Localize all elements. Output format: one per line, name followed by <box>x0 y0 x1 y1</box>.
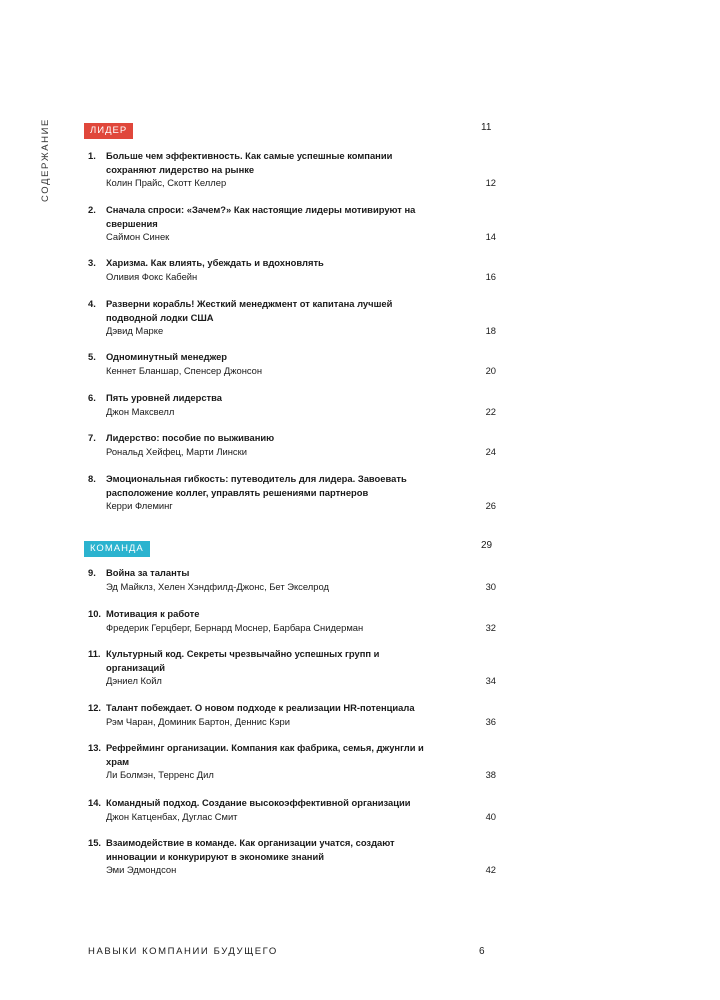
entry-title: Командный подход. Создание высокоэффективной организации <box>106 797 411 808</box>
entry-number: 15. <box>88 837 102 848</box>
entry-title: Пять уровней лидерства <box>106 392 222 403</box>
entry-number: 4. <box>88 298 96 309</box>
entry-title: Больше чем эффективность. Как самые успешные компании сохраняют лидерство на рынке <box>106 150 393 175</box>
entry-number: 1. <box>88 150 96 161</box>
entry-number: 9. <box>88 567 96 578</box>
entry-author: Эми Эдмондсон <box>106 864 177 875</box>
entry-page: 24 <box>485 445 496 457</box>
footer-book-title: НАВЫКИ КОМПАНИИ БУДУЩЕГО <box>88 946 278 957</box>
entry-title: Эмоциональная гибкость: путеводитель для лидера. Завоевать расположение коллег, управлять решениями партнеров <box>106 473 407 498</box>
entry-title: Талант побеждает. О новом подходе к реализации HR-потенциала <box>106 702 415 713</box>
entry-number: 2. <box>88 204 96 215</box>
toc-entry[interactable] <box>88 297 496 338</box>
entry-title: Одноминутный менеджер <box>106 351 228 362</box>
entry-author: Джон Катценбах, Дуглас Смит <box>106 810 238 822</box>
entry-page: 30 <box>485 580 496 592</box>
entry-number: 8. <box>88 473 96 484</box>
entry-number: 14. <box>88 797 102 808</box>
entry-page: 36 <box>485 715 496 727</box>
toc-entry[interactable] <box>88 472 496 513</box>
entry-title: Культурный код. Секреты чрезвычайно успешных групп и организаций <box>106 648 380 673</box>
entry-title: Война за таланты <box>106 567 190 578</box>
entry-title: Рефрейминг организации. Компания как фабрика, семья, джунгли и храм <box>106 742 424 767</box>
toc-entry[interactable] <box>88 391 496 418</box>
entry-page: 42 <box>485 864 496 875</box>
entry-author: Дэвид Марке <box>106 325 164 336</box>
entry-page: 40 <box>485 810 496 822</box>
entry-title: Мотивация к работе <box>106 608 200 619</box>
section-page-number: 29 <box>481 540 493 551</box>
entry-page: 34 <box>485 675 496 686</box>
entry-page: 22 <box>485 405 496 417</box>
toc-entry[interactable] <box>88 350 496 377</box>
entry-author: Керри Флеминг <box>106 500 173 511</box>
entry-page: 20 <box>485 364 496 376</box>
toc-entry[interactable] <box>88 203 496 244</box>
entry-page: 26 <box>485 500 496 511</box>
entry-number: 3. <box>88 257 96 268</box>
entry-author: Рональд Хейфец, Марти Лински <box>106 445 247 457</box>
entry-author: Фредерик Герцберг, Бернард Моснер, Барбара Снидерман <box>106 621 364 633</box>
toc-entry[interactable] <box>88 701 496 728</box>
entry-author: Рэм Чаран, Доминик Бартон, Деннис Кэри <box>106 715 290 727</box>
entry-title: Взаимодействие в команде. Как организации учатся, создают инновации и конкурируют в экономике знаний <box>106 837 395 862</box>
section-header-leader <box>84 120 498 136</box>
entry-author: Саймон Синек <box>106 231 170 242</box>
toc-entry[interactable] <box>88 741 496 782</box>
entry-page: 18 <box>485 325 496 336</box>
footer-page-number: 6 <box>479 946 485 957</box>
entry-number: 5. <box>88 351 96 362</box>
toc-entry[interactable] <box>88 149 496 190</box>
entry-number: 10. <box>88 608 102 619</box>
section-header-team <box>84 538 498 554</box>
entry-author: Эд Майклз, Хелен Хэндфилд-Джонс, Бет Экселрод <box>106 580 329 592</box>
entry-author: Оливия Фокс Кабейн <box>106 270 198 282</box>
entry-author: Ли Болмэн, Терренс Дил <box>106 769 214 780</box>
entry-number: 13. <box>88 742 102 753</box>
entry-number: 7. <box>88 432 96 443</box>
entry-page: 38 <box>485 769 496 780</box>
entry-author: Джон Максвелл <box>106 405 175 417</box>
section-tag: КОМАНДА <box>84 541 150 557</box>
toc-entry[interactable] <box>88 431 496 458</box>
entry-title: Сначала спроси: «Зачем?» Как настоящие лидеры мотивируют на свершения <box>106 204 416 229</box>
entry-author: Кеннет Бланшар, Спенсер Джонсон <box>106 364 263 376</box>
section-tag: ЛИДЕР <box>84 123 133 139</box>
entry-number: 11. <box>88 648 101 659</box>
entry-title: Лидерство: пособие по выживанию <box>106 432 275 443</box>
toc-entry[interactable] <box>88 836 496 877</box>
toc-entry[interactable] <box>88 566 496 593</box>
entry-number: 6. <box>88 392 96 403</box>
section-page-number: 11 <box>481 122 492 133</box>
toc-entry[interactable] <box>88 607 496 634</box>
entry-author: Колин Прайс, Скотт Келлер <box>106 177 227 188</box>
entry-number: 12. <box>88 702 102 713</box>
entry-page: 32 <box>485 621 496 633</box>
entry-title: Разверни корабль! Жесткий менеджмент от капитана лучшей подводной лодки США <box>106 298 393 323</box>
toc-entry[interactable] <box>88 796 496 823</box>
toc-entry[interactable] <box>88 256 496 283</box>
contents-side-label: СОДЕРЖАНИЕ <box>40 118 51 202</box>
entry-page: 16 <box>485 270 496 282</box>
toc-entry[interactable] <box>88 647 496 688</box>
entry-page: 14 <box>485 231 496 242</box>
entry-title: Харизма. Как влиять, убеждать и вдохновлять <box>106 257 324 268</box>
entry-page: 12 <box>485 177 496 188</box>
entry-author: Дэниел Койл <box>106 675 162 686</box>
